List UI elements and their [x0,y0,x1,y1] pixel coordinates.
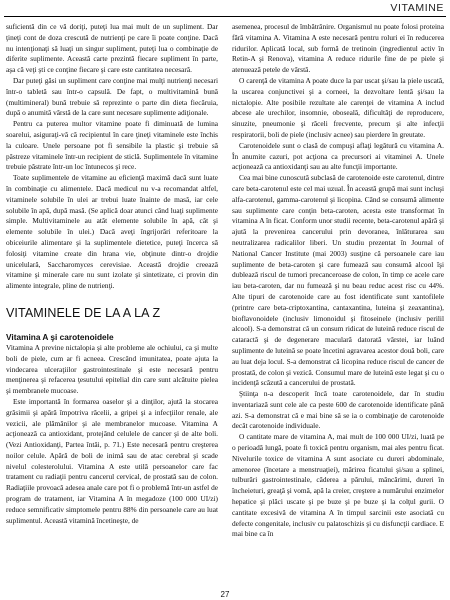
paragraph: Carotenoidele sunt o clasă de compuşi aflaţi legătură cu vitamina A. În anumite cazuri, pot acţiona ca precursori ai vitaminei A. Unele acţionează ca antioxidanţi sau au alte funcţii importante. [232,140,444,172]
paragraph: O cantitate mare de vitamina A, mai mult de 100 000 UI/zi, luată pe o perioadă lungă, poate fi toxică pentru organism, mai ales pentru ficat. Nivelurile toxice de vitamina A sunt asociate cu dureri abdominale, amenoree (încetare a menstruaţiei), mărirea ficatului şi/sau a splinei, tulburări gastrointestinale, căderea a părului, mâncărimi, dureri în încheieturi, greaţă şi vomă, apă la creier, creştere a numărului enzimelor hepatice şi plăci uscate şi pe buze şi pe buze şi la colţul gurii. O cantitate excesivă de vitamina A în timpul sarcinii este asociată cu defecte congenitale, inclusiv cu palatoschizis şi cu disfuncţii cardiace. E mai bine ca în [232,432,444,539]
right-column [232,22,444,590]
header-rule [4,16,446,17]
paragraph: asemenea, procesul de îmbătrânire. Organismul nu poate folosi proteina fără vitamina A. Vitamina A este necesară pentru roluri ei în reducerea ridurilor. Aplicată local, sub formă de tretinoin (ingredientul activ în Retin-A şi Renova), vitamina A reduce ridurile fine de pe piele şi atenuează petele de vârstă. [232,22,444,75]
paragraph: Ştiinţa n-a descoperit încă toate carotenoidele, dar în studiu inventariază sunt cele ale ca peste 600 de carotenoide identificate până azi. S-a demonstrat că e mai bine să se ia o combinaţie de carotenoide decât carotenoide individuale. [232,389,444,431]
section-title: VITAMINELE DE LA A LA Z [6,305,161,320]
page-number: 27 [220,590,230,599]
paragraph: O carenţă de vitamina A poate duce la par uscat şi/sau la piele uscată, la uscarea conjunctivei şi a corneei, la dezvoltare lentă şi/sau la nictalopie. Alte posibile rezultate ale carenţei de vitamina A includ abcese ale urechilor, insomnie, oboseală, dificultăţi de reproducere, sinuzite, pneumonie şi răceli frecvente, precum şi alte infecţii respiratorii, boli de piele (inclusiv acnee) sau pierdere în greutate. [232,75,444,139]
paragraph: Toate suplimentele de vitamine au eficienţă maximă dacă sunt luate în combinaţie cu alimentele. Dacă medicul nu v-a recomandat altfel, vitaminele solubile în ulei ar trebui luate înainte de masă, iar cele solubile în apă, după masă. (Se aplică doar atunci când luaţi suplimente simple. Multivitaminele au atât elemente solubile în apă, cât şi elemente solubile în ulei.) Dacă aveţi îngrijorări referitoare la obiceiurile alimentare şi la suplimentele dietetice, puteţi încerca să folosiţi vitamine create din hrana vie, obţinute dintr-o drojdie unicelulară, Saccharomyces cerevisiae. Această drojdie creează vitamine şi minerale care nu sunt izolate şi sintetizate, ci provin din alimente integrale, pline de nutrienţi. [6,173,218,291]
paragraph: suficientă din ce vă doriţi, puteţi lua mai mult de un supliment. Dar ţineţi cont de doza crescută de nutrienţi pe care îi poate conţine. Dacă nu intenţionaţi să luaţi un singur supliment, puteţi lua o combinaţie de diferite suplimente. Această carte prezintă fiecare supliment în parte, aşa că veţi şti ce conţine fiecare şi care este cantitatea necesară. [6,22,218,75]
subsection-title: Vitamina A şi carotenoidele [6,331,114,342]
paragraph: Cea mai bine cunoscută subclasă de carotenoide este carotenul, dintre care beta-carotenul este cel mai uzual. În această grupă mai sunt incluşi alfa-carotenul, gamma-carotenul şi licopina. Când se consumă alimente sau suplimente care conţin beta-caroten, acesta este transformat în vitamina A în ficat. Conform unor studii recente, beta-carotenul apără şi ajută la prevenirea cancerului prin devoranea, înlăturarea sau neutralizarea radicalilor liberi. Un studiu prezentat în Journal of National Cancer Institute (mai 2003) susţine că persoanele care iau suplimente de beta-caroten şi care fumează sau consumă alcool îşi dublează riscul de tumori precanceroase de colon, în timp ce acele care iau beta-caroten, dar nu fumează şi nu beau reduc acest risc cu 44%. Alte tipuri de carotenoide care au fost identificate sunt xantofilele (printre care beta-criptoxantina, cantaxantina, luteina şi zeaxantina), bioflavonoidele (inclusiv limonoidul şi fitoseinele (inclusiv perilil alcool). S-a demonstrat că un consum ridicat de luteină reduce riscul de cataractă şi de degenerare maculară datorată vârstei, iar luând suplimente de luteină se poate încetini agravarea acestor două boli, care au luat deja locul. S-a demonstrat că licopina reduce riscul de cancer de prostată, de colon şi vezică. Consumul mare de luteină este legat şi cu o incidenţă scăzută a cancerului de prostată. [232,173,444,388]
paragraph: Dar puteţi găsi un supliment care conţine mai mulţi nutrienţi necesari într-o tabletă sau într-o capsulă. De fapt, o multivitamină bună (multimineral) bună trebuie să reprezinte o parte din dieta fiecăruia, după o anumită vârstă de la care sunt necesare suplimente adiţionale. [6,75,218,118]
paragraph: Este importantă în formarea oaselor şi a dinţilor, ajută la stocarea grăsimii şi apără împotriva răcelii, a gripei şi a infecţiilor renale, ale vezicii, ale plămânilor şi ale membranelor mucoase. Vitamina A acţionează ca antioxidant, protejând celulele de cancer şi de alte boli. (Vezi Antioxidanţi, Partea întâi, p. 71.) Este necesară pentru creşterea noilor celule. Apără de boli de inimă sau de atac cerebral şi scade nivelul colesterolului. Vitamina A este utilă persoanelor care fac tratament cu radiaţii pentru cancerul cervical, de prostată sau de colon. Radiaţiile provoacă adesea anale care pot fi o problemă într-un astfel de program de tratament, iar Vitamina A în megadoze (100 000 UI/zi) reduce semnificativ simptomele pentru 88% din persoanele care au luat suplimentul. Această vitamină încetineşte, de [6,396,218,525]
running-header: VITAMINE [390,2,444,14]
paragraph: Pentru ca puterea multor vitamine poate fi diminuată de lumina soarelui, asiguraţi-vă că recipientul în care ţineţi vitaminele este închis la culoare. Unele persoane pot fi sensibile la plastic şi trebuie să păstreze vitaminele într-un recipient de sticlă. Suplimentele în vitamine trebuie păstrate într-un loc întunecos şi rece. [6,119,218,172]
paragraph: Vitamina A previne nictalopia şi alte probleme ale ochiului, ca şi multe boli de piele, cum ar fi acneea. Crescând imunitatea, poate ajuta la vindecarea ulceraţiilor gastrointestinale şi este necesară pentru menţinerea şi refacerea ţesutului epitelial din care sunt alcătuite pielea şi membranele mucoase. [6,342,218,396]
left-column [6,22,218,590]
